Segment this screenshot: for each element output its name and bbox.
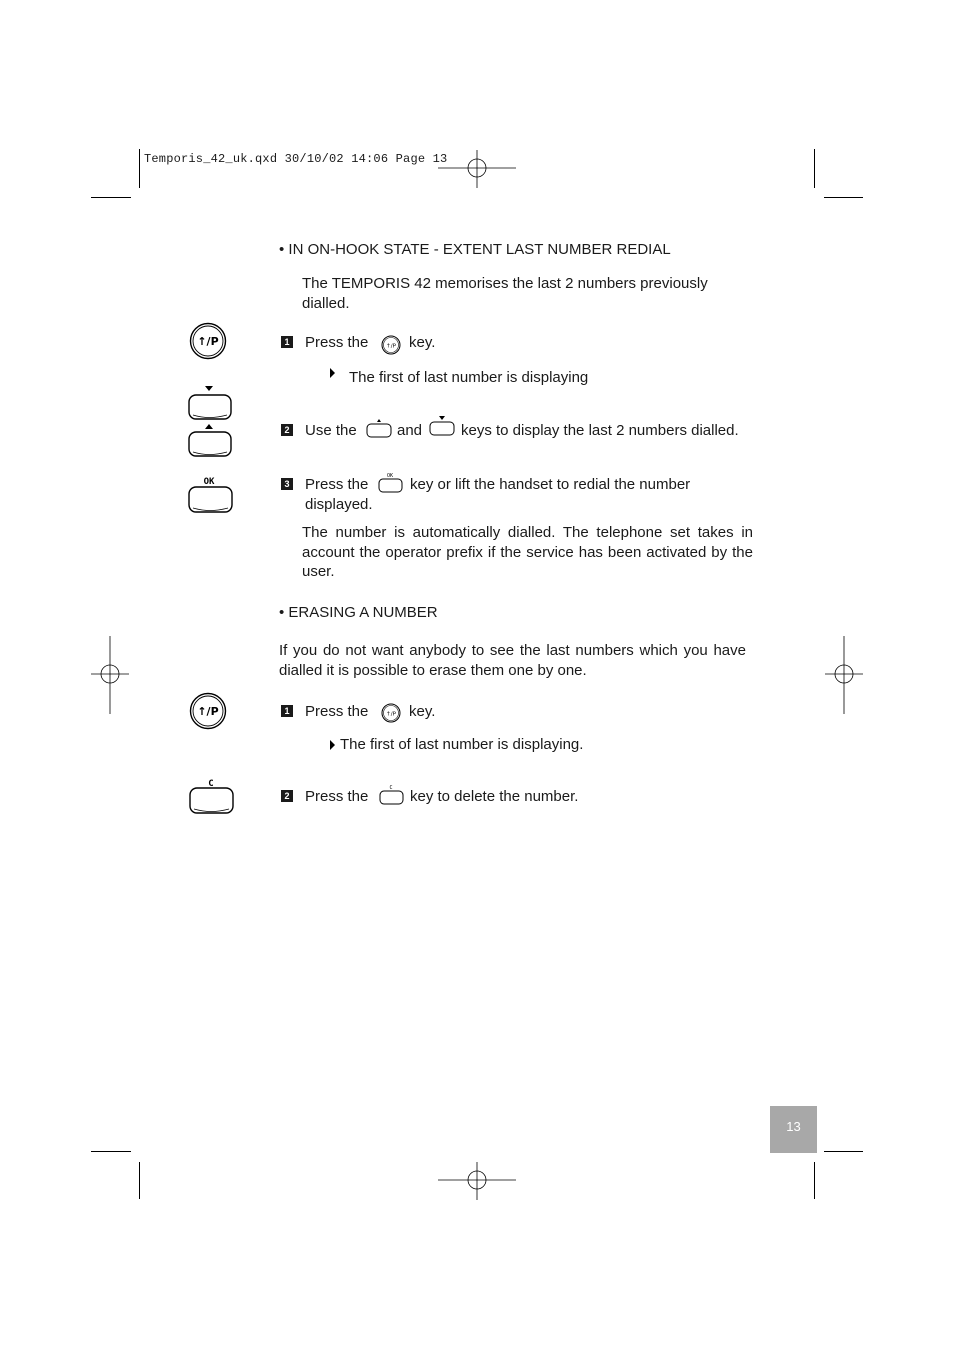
recall-key-icon: [381, 334, 403, 356]
step-number: 2: [281, 790, 293, 802]
c-key-label: C: [208, 779, 214, 789]
step-text-after: key to delete the number.: [410, 788, 579, 805]
recall-key-label: ↑/P: [197, 705, 219, 718]
section-heading: • ERASING A NUMBER: [279, 604, 438, 621]
svg-text:C: C: [389, 785, 393, 791]
step-text-after-continued: displayed.: [305, 496, 373, 513]
step-text-before: Press the: [305, 703, 369, 720]
step-text-before: Press the: [305, 334, 369, 351]
registration-mark-icon: [438, 150, 516, 188]
step-number: 1: [281, 705, 293, 717]
down-arrow-key-icon: [429, 415, 457, 439]
step-text-after: keys to display the last 2 numbers dialled.: [461, 422, 739, 439]
down-arrow-icon: [205, 386, 213, 391]
step-text-after: key or lift the handset to redial the number: [410, 476, 691, 493]
crop-mark: [91, 1151, 131, 1152]
step-text-after: key.: [409, 334, 436, 351]
recall-key-icon: [189, 692, 227, 730]
registration-mark-icon: [438, 1162, 516, 1200]
svg-text:↑/P: ↑/P: [386, 711, 396, 718]
step-result: The first of last number is displaying.: [340, 736, 584, 753]
svg-text:OK: OK: [386, 473, 394, 479]
crop-mark: [824, 1151, 863, 1152]
crop-mark: [824, 197, 863, 198]
intro-paragraph: If you do not want anybody to see the last numbers which you have dialled it is possible to erase them one by one.: [279, 642, 746, 679]
triangle-bullet-icon: [329, 739, 337, 751]
step-text-middle: and: [397, 422, 423, 439]
recall-key-icon: [381, 702, 403, 724]
step-number: 1: [281, 336, 293, 348]
note-paragraph: The number is automatically dialled. The telephone set takes in account the operator prefix if the service has been activated by the user.: [302, 524, 753, 580]
c-key-icon: [379, 783, 407, 807]
triangle-bullet-icon: [329, 367, 337, 379]
step-text-before: Press the: [305, 788, 369, 805]
crop-mark: [814, 1162, 815, 1199]
step-text-after: key.: [409, 703, 436, 720]
up-arrow-key-icon: [366, 418, 394, 440]
svg-text:↑/P: ↑/P: [386, 343, 396, 350]
step-text-before: Press the: [305, 476, 369, 493]
page-number: 13: [770, 1106, 817, 1153]
crop-mark: [91, 197, 131, 198]
recall-key-icon: [189, 322, 227, 360]
registration-mark-icon: [825, 636, 863, 714]
registration-mark-icon: [91, 636, 129, 714]
ok-key-icon: [187, 474, 235, 516]
crop-mark: [814, 149, 815, 188]
step-text-before: Use the: [305, 422, 357, 439]
step-number: 2: [281, 424, 293, 436]
section-heading: • IN ON-HOOK STATE - EXTENT LAST NUMBER REDIAL: [279, 241, 671, 258]
recall-key-label: ↑/P: [197, 335, 219, 348]
crop-mark: [139, 1162, 140, 1199]
print-slug: Temporis_42_uk.qxd 30/10/02 14:06 Page 13: [144, 152, 448, 166]
intro-paragraph: The TEMPORIS 42 memorises the last 2 numbers previously dialled.: [302, 275, 708, 312]
ok-key-icon: [378, 471, 406, 495]
arrow-keys-icon: [187, 384, 233, 460]
step-number: 3: [281, 478, 293, 490]
up-arrow-icon: [205, 424, 213, 429]
c-key-icon: [188, 776, 236, 818]
crop-mark: [139, 149, 140, 188]
ok-key-label: OK: [203, 477, 215, 487]
step-result: The first of last number is displaying: [349, 369, 589, 386]
